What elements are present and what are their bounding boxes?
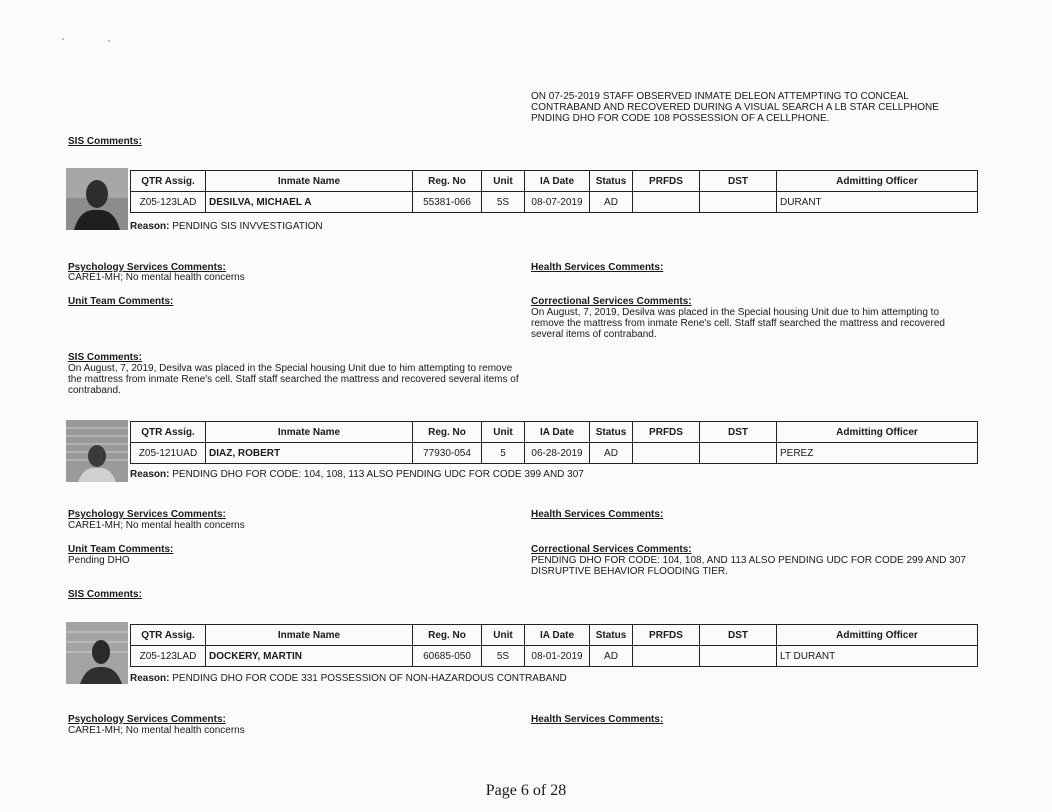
col-header-name: Inmate Name: [206, 422, 413, 443]
cell-reg: 55381-066: [413, 192, 482, 213]
sis-heading: SIS Comments:: [68, 352, 142, 363]
reason-line: [130, 673, 567, 684]
col-header-iadate: IA Date: [525, 422, 590, 443]
psych-heading: Psychology Services Comments:: [68, 509, 226, 520]
inmate-photo: [66, 420, 128, 482]
col-header-iadate: IA Date: [525, 625, 590, 646]
cell-qtr: Z05-123LAD: [131, 192, 206, 213]
correctional-text: PENDING DHO FOR CODE: 104, 108, AND 113 ALSO PENDING UDC FOR CODE 299 AND 307 DISRUPTIVE BEHAVIOR FLOODING TIER.: [531, 555, 966, 577]
col-header-reg: Reg. No: [413, 422, 482, 443]
cell-officer: DURANT: [777, 192, 978, 213]
cell-iadate: 08-07-2019: [525, 192, 590, 213]
reason-text: PENDING DHO FOR CODE: 104, 108, 113 ALSO PENDING UDC FOR CODE 399 AND 307: [172, 469, 584, 480]
col-header-prfds: PRFDS: [633, 422, 700, 443]
inmate-table: [130, 170, 978, 213]
cell-status: AD: [590, 192, 633, 213]
cell-prfds: [633, 646, 700, 667]
cell-name: DOCKERY, MARTIN: [206, 646, 413, 667]
cell-status: AD: [590, 646, 633, 667]
col-header-reg: Reg. No: [413, 171, 482, 192]
reason-text: PENDING DHO FOR CODE 331 POSSESSION OF NON-HAZARDOUS CONTRABAND: [172, 673, 567, 684]
col-header-status: Status: [590, 171, 633, 192]
col-header-dst: DST: [700, 422, 777, 443]
col-header-prfds: PRFDS: [633, 625, 700, 646]
health-heading: Health Services Comments:: [531, 714, 664, 725]
correctional-text: On August, 7, 2019, Desilva was placed in the Special housing Unit due to him attempting to remove the mattress from inmate Rene's cell. Staff staff searched the mattress and recovered several items of contraband.: [531, 307, 945, 340]
table-row: [131, 646, 978, 667]
cell-qtr: Z05-123LAD: [131, 646, 206, 667]
unit-team-heading: Unit Team Comments:: [68, 296, 174, 307]
cell-dst: [700, 646, 777, 667]
inmate-photo: [66, 168, 128, 230]
reason-label: Reason:: [130, 469, 170, 480]
cell-name: DIAZ, ROBERT: [206, 443, 413, 464]
top-comment-text: ON 07-25-2019 STAFF OBSERVED INMATE DELEON ATTEMPTING TO CONCEAL CONTRABAND AND RECOVERED DURING A VISUAL SEARCH A LB STAR CELLPHONE PNDING DHO FOR CODE 108 POSSESSION OF A CELLPHONE.: [531, 91, 939, 124]
col-header-reg: Reg. No: [413, 625, 482, 646]
correctional-heading: Correctional Services Comments:: [531, 544, 692, 555]
psych-text: CARE1-MH; No mental health concerns: [68, 520, 245, 531]
correctional-heading: Correctional Services Comments:: [531, 296, 692, 307]
col-header-prfds: PRFDS: [633, 171, 700, 192]
col-header-status: Status: [590, 422, 633, 443]
health-heading: Health Services Comments:: [531, 509, 664, 520]
col-header-officer: Admitting Officer: [777, 625, 978, 646]
cell-unit: 5: [482, 443, 525, 464]
col-header-iadate: IA Date: [525, 171, 590, 192]
col-header-status: Status: [590, 625, 633, 646]
cell-status: AD: [590, 443, 633, 464]
inmate-photo: [66, 622, 128, 684]
table-row: [131, 443, 978, 464]
col-header-qtr: QTR Assig.: [131, 625, 206, 646]
col-header-officer: Admitting Officer: [777, 422, 978, 443]
reason-text: PENDING SIS INVVESTIGATION: [172, 221, 323, 232]
sis-heading: SIS Comments:: [68, 589, 142, 600]
col-header-name: Inmate Name: [206, 171, 413, 192]
reason-label: Reason:: [130, 673, 170, 684]
col-header-unit: Unit: [482, 171, 525, 192]
cell-dst: [700, 443, 777, 464]
psych-heading: Psychology Services Comments:: [68, 714, 226, 725]
reason-line: [130, 469, 584, 480]
inmate-table: [130, 421, 978, 464]
cell-prfds: [633, 192, 700, 213]
reason-label: Reason:: [130, 221, 170, 232]
col-header-qtr: QTR Assig.: [131, 422, 206, 443]
cell-unit: 5S: [482, 646, 525, 667]
sis-text: On August, 7, 2019, Desilva was placed in the Special housing Unit due to him attempting to remove the mattress from inmate Rene's cell. Staff staff searched the mattress and recovered several items of contraband.: [68, 363, 519, 396]
sis-comments-heading: SIS Comments:: [68, 136, 142, 147]
col-header-qtr: QTR Assig.: [131, 171, 206, 192]
table-row: [131, 192, 978, 213]
psych-text: CARE1-MH; No mental health concerns: [68, 725, 245, 736]
cell-prfds: [633, 443, 700, 464]
cell-reg: 77930-054: [413, 443, 482, 464]
cell-qtr: Z05-121UAD: [131, 443, 206, 464]
page-number: Page 6 of 28: [485, 782, 567, 799]
inmate-table: [130, 624, 978, 667]
unit-team-heading: Unit Team Comments:: [68, 544, 174, 555]
psych-text: CARE1-MH; No mental health concerns: [68, 272, 245, 283]
col-header-dst: DST: [700, 625, 777, 646]
cell-unit: 5S: [482, 192, 525, 213]
col-header-dst: DST: [700, 171, 777, 192]
col-header-unit: Unit: [482, 625, 525, 646]
col-header-officer: Admitting Officer: [777, 171, 978, 192]
cell-officer: LT DURANT: [777, 646, 978, 667]
cell-name: DESILVA, MICHAEL A: [206, 192, 413, 213]
cell-iadate: 08-01-2019: [525, 646, 590, 667]
col-header-unit: Unit: [482, 422, 525, 443]
unit-team-text: Pending DHO: [68, 555, 130, 566]
cell-reg: 60685-050: [413, 646, 482, 667]
col-header-name: Inmate Name: [206, 625, 413, 646]
cell-dst: [700, 192, 777, 213]
reason-line: [130, 221, 323, 232]
cell-officer: PEREZ: [777, 443, 978, 464]
psych-heading: Psychology Services Comments:: [68, 262, 226, 273]
cell-iadate: 06-28-2019: [525, 443, 590, 464]
health-heading: Health Services Comments:: [531, 262, 664, 273]
